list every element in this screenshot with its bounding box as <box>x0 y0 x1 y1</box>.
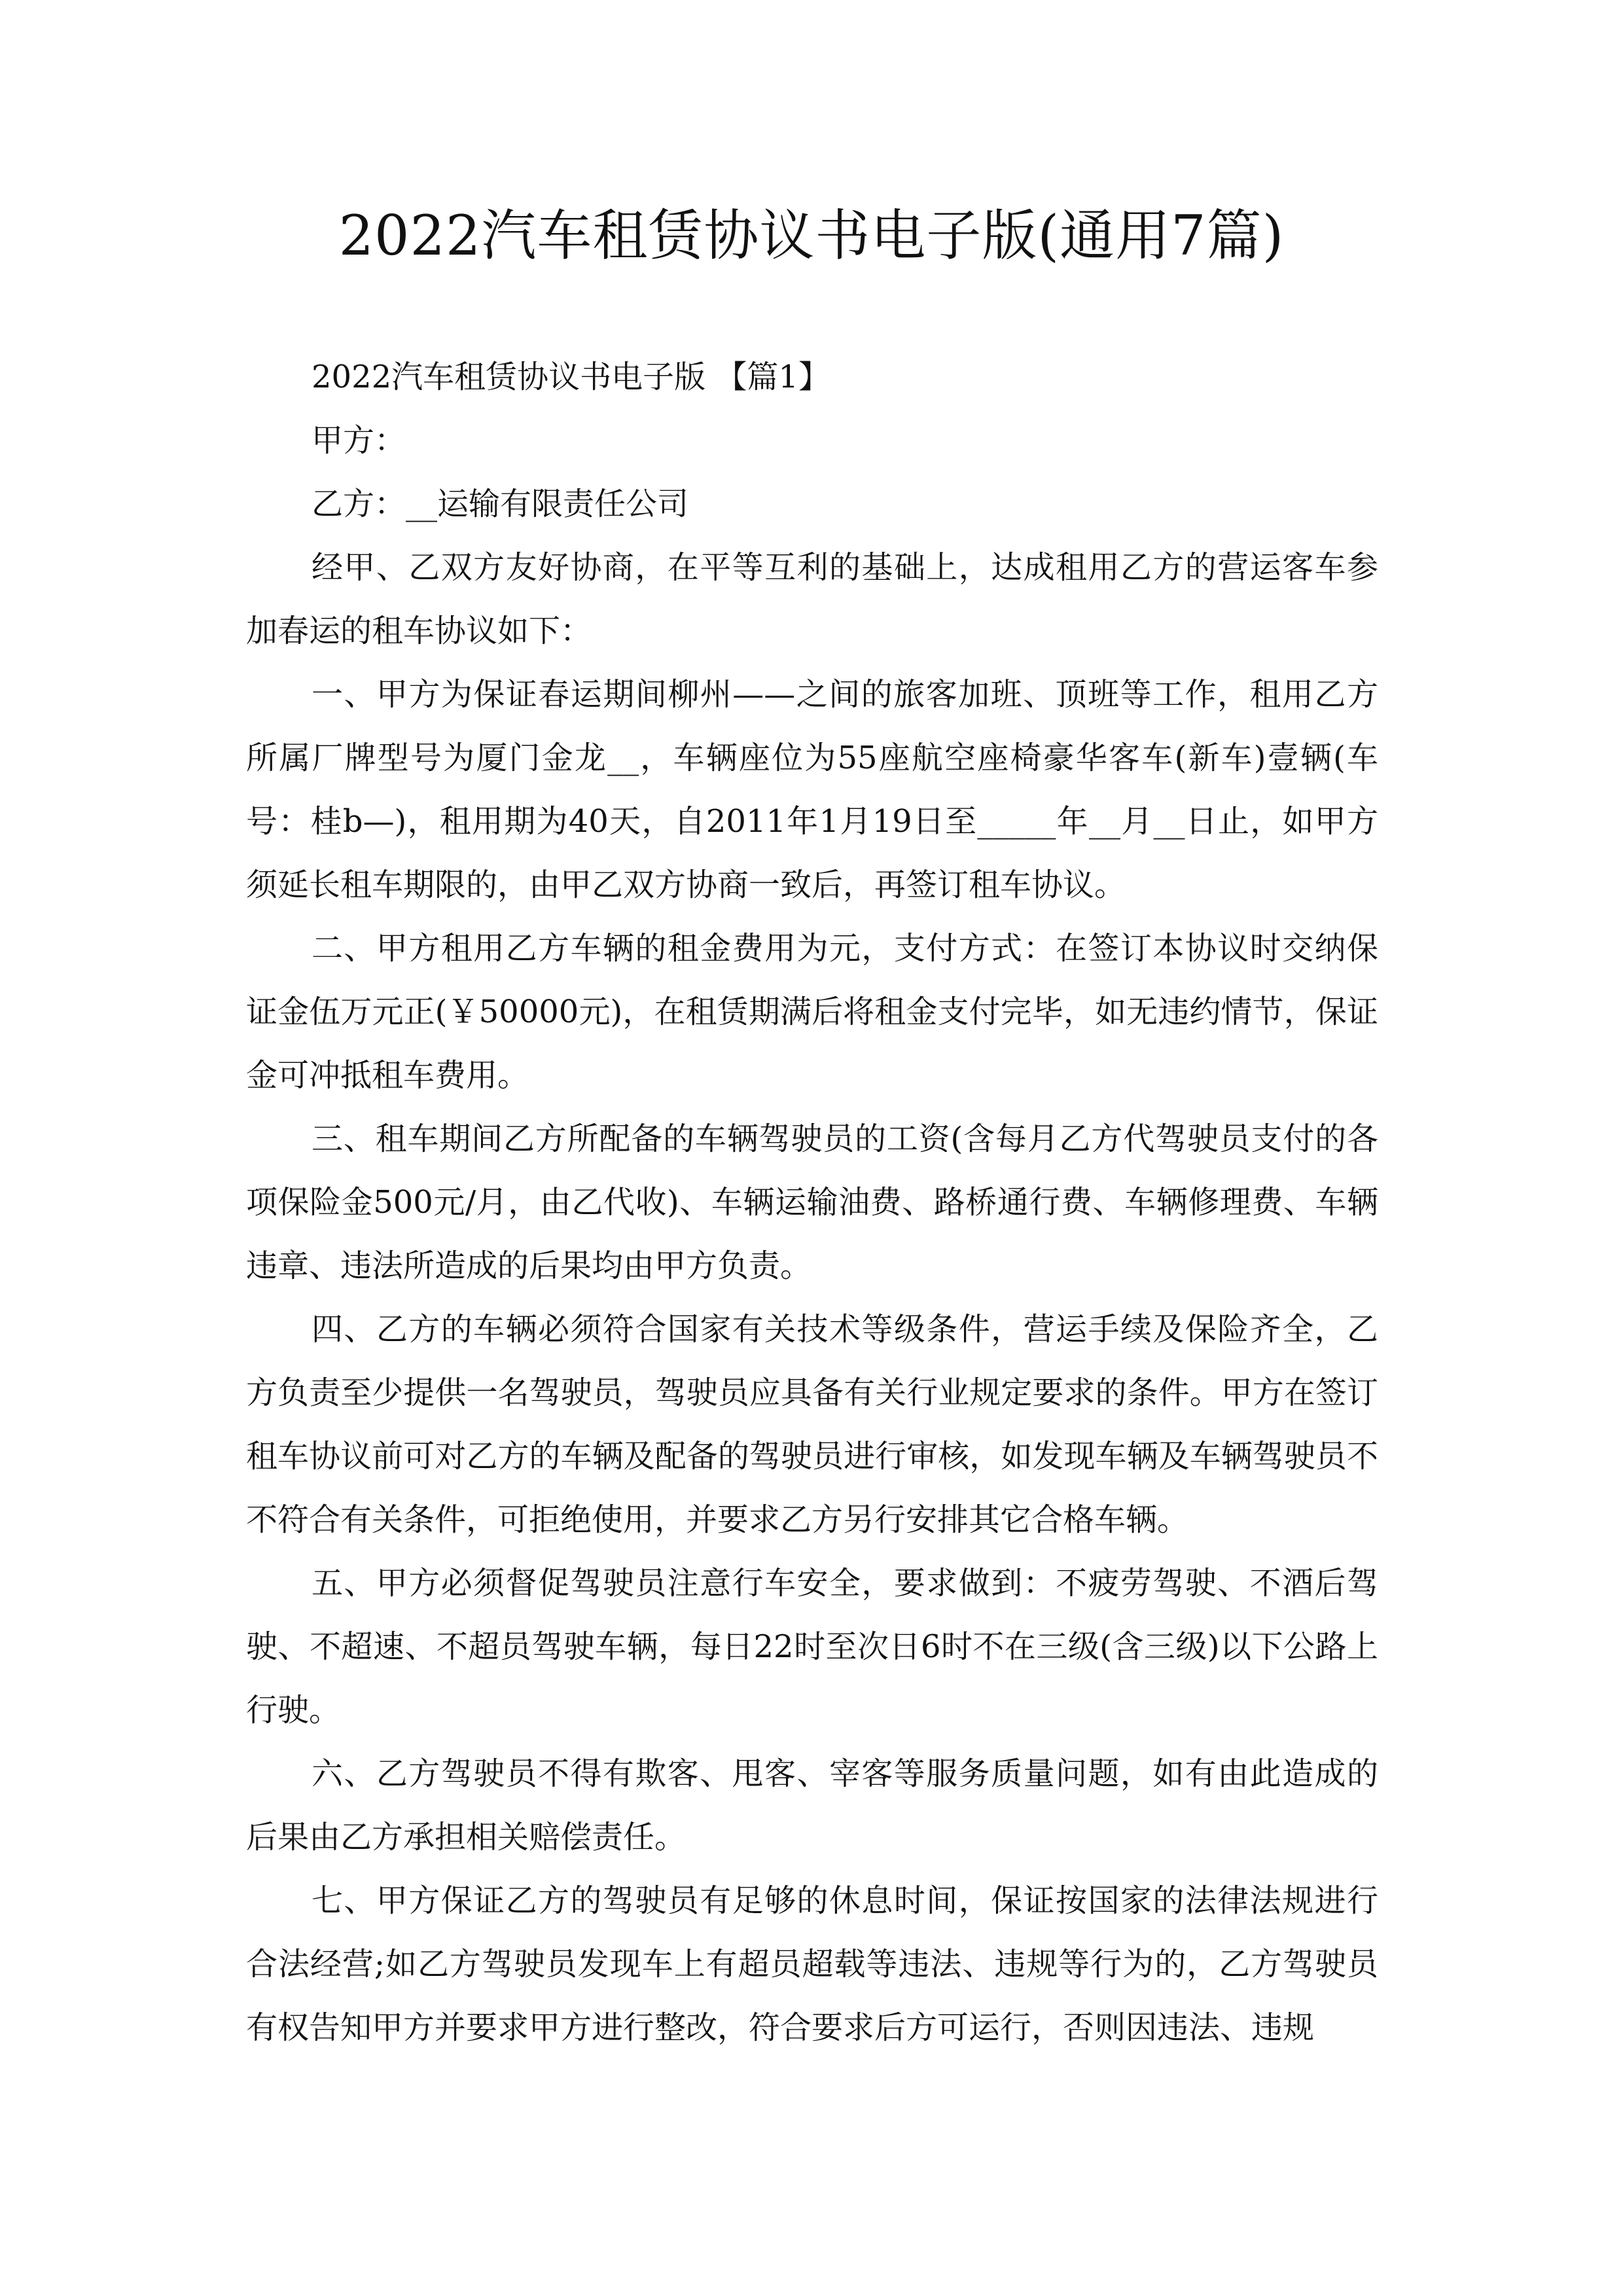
clause-3: 三、租车期间乙方所配备的车辆驾驶员的工资(含每月乙方代驾驶员支付的各项保险金500元/月，由乙代收)、车辆运输油费、路桥通行费、车辆修理费、车辆违章、违法所造成的后果均由甲方负责。 <box>246 1121 1378 1284</box>
section-heading: 2022汽车租赁协议书电子版 【篇1】 <box>312 359 830 395</box>
document-body <box>246 346 1378 2060</box>
clause-6: 六、乙方驾驶员不得有欺客、甩客、宰客等服务质量问题，如有由此造成的后果由乙方承担相关赔偿责任。 <box>246 1755 1378 1856</box>
party-b-line: 乙方：__运输有限责任公司 <box>312 486 689 522</box>
clause-2: 二、甲方租用乙方车辆的租金费用为元，支付方式：在签订本协议时交纳保证金伍万元正(￥50000元)，在租赁期满后将租金支付完毕，如无违约情节，保证金可冲抵租车费用。 <box>246 930 1378 1094</box>
clause-1: 一、甲方为保证春运期间柳州——之间的旅客加班、顶班等工作，租用乙方所属厂牌型号为厦门金龙__，车辆座位为55座航空座椅豪华客车(新车)壹辆(车号：桂b—)，租用期为40天，自2011年1月19日至_____年__月__日止，如甲方须延长租车期限的，由甲乙双方协商一致后，再签订租车协议。 <box>246 676 1378 903</box>
clause-7: 七、甲方保证乙方的驾驶员有足够的休息时间，保证按国家的法律法规进行合法经营;如乙方驾驶员发现车上有超员超载等违法、违规等行为的，乙方驾驶员有权告知甲方并要求甲方进行整改，符合要求后方可运行，否则因违法、违规 <box>246 1882 1378 2046</box>
clause-4: 四、乙方的车辆必须符合国家有关技术等级条件，营运手续及保险齐全，乙方负责至少提供一名驾驶员，驾驶员应具备有关行业规定要求的条件。甲方在签订租车协议前可对乙方的车辆及配备的驾驶员进行审核，如发现车辆及车辆驾驶员不不符合有关条件，可拒绝使用，并要求乙方另行安排其它合格车辆。 <box>246 1311 1378 1538</box>
party-a-line: 甲方： <box>312 422 406 459</box>
document-title: 2022汽车租赁协议书电子版(通用7篇) <box>338 204 1285 268</box>
intro-paragraph: 经甲、乙双方友好协商，在平等互利的基础上，达成租用乙方的营运客车参加春运的租车协议如下： <box>246 549 1378 649</box>
clause-5: 五、甲方必须督促驾驶员注意行车安全，要求做到：不疲劳驾驶、不酒后驾驶、不超速、不超员驾驶车辆，每日22时至次日6时不在三级(含三级)以下公路上行驶。 <box>246 1565 1378 1729</box>
